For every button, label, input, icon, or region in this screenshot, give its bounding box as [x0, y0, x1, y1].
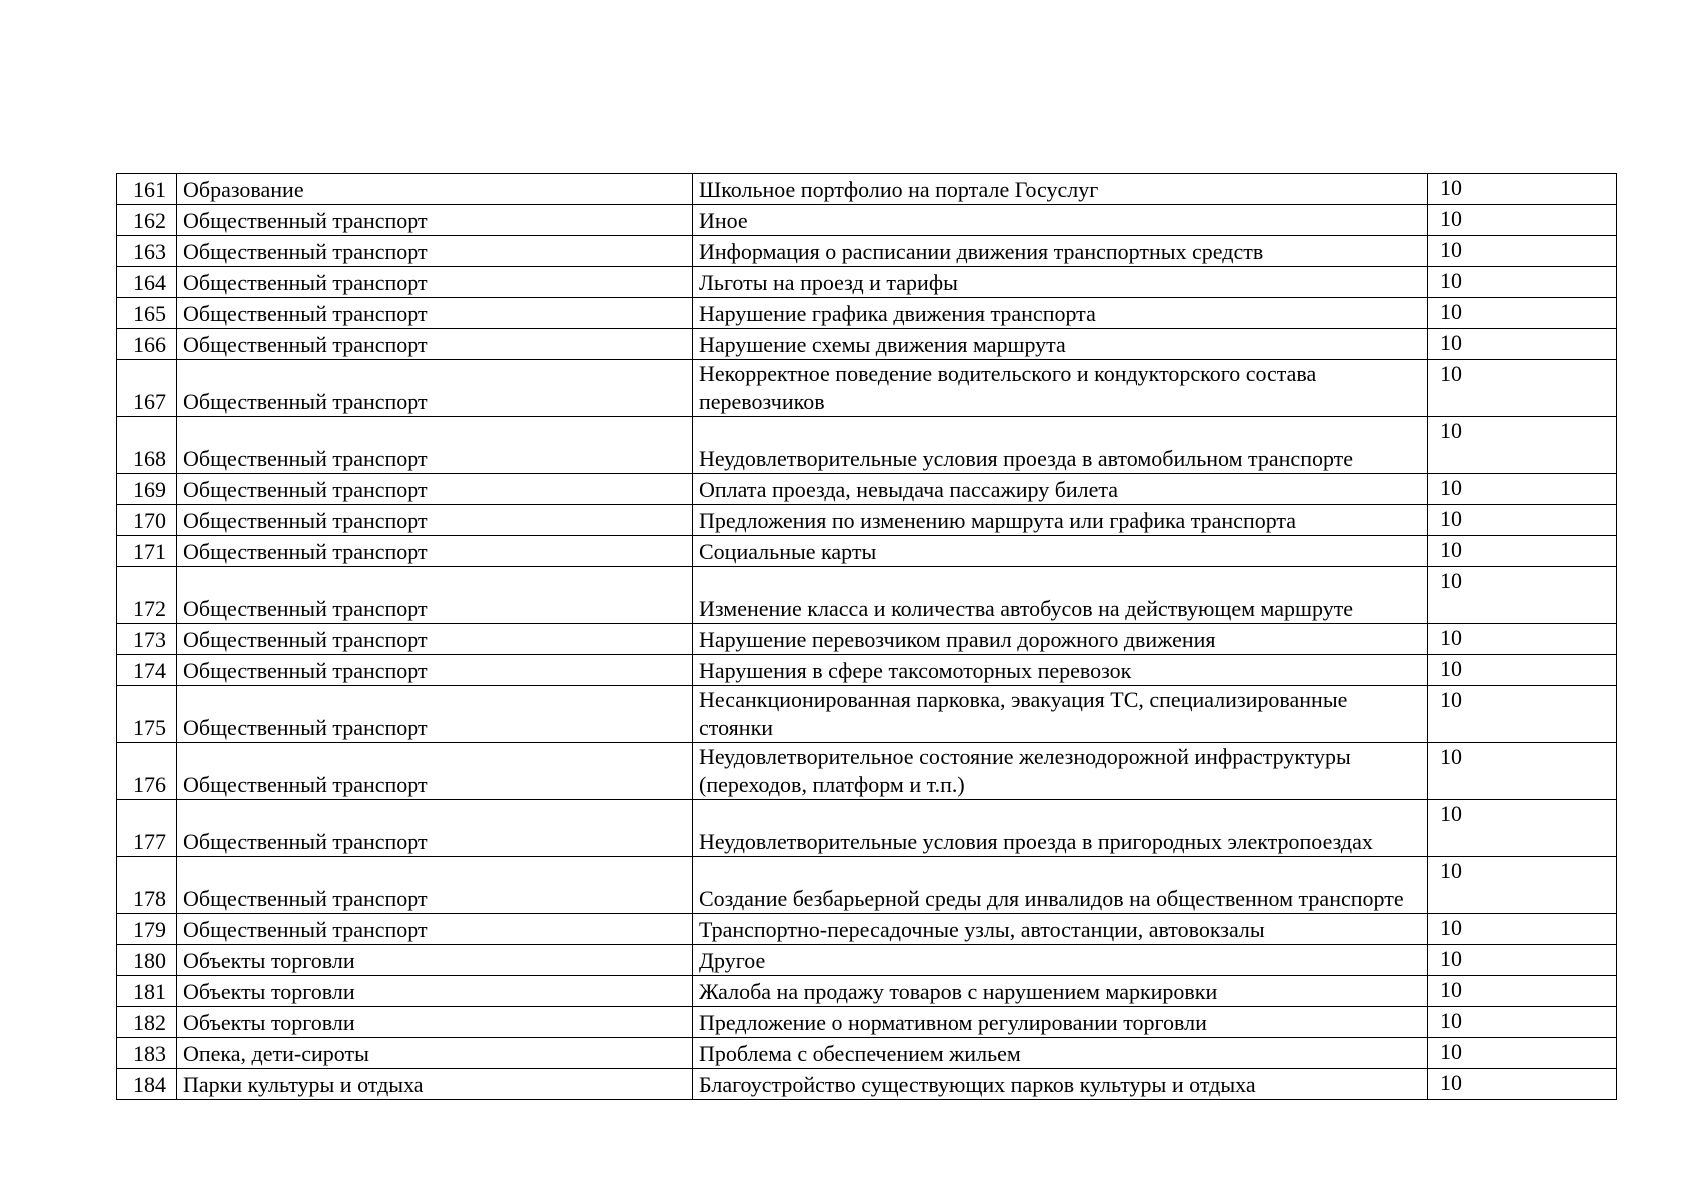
category-cell: Общественный транспорт: [177, 624, 693, 655]
category-cell: Общественный транспорт: [177, 536, 693, 567]
topic-cell: Нарушение перевозчиком правил дорожного движения: [693, 624, 1428, 655]
topic-cell: Предложение о нормативном регулировании торговли: [693, 1007, 1428, 1038]
category-cell: Общественный транспорт: [177, 267, 693, 298]
table-row: [117, 914, 1617, 945]
row-number-cell: 178: [117, 857, 177, 914]
category-cell: Общественный транспорт: [177, 329, 693, 360]
table-row: [117, 945, 1617, 976]
category-cell: Общественный транспорт: [177, 298, 693, 329]
table-row: [117, 536, 1617, 567]
table-row: [117, 976, 1617, 1007]
table-row: [117, 1007, 1617, 1038]
row-number-cell: 167: [117, 360, 177, 417]
topic-cell: Школьное портфолио на портале Госуслуг: [693, 174, 1428, 205]
category-cell: Общественный транспорт: [177, 360, 693, 417]
score-cell: 10: [1428, 624, 1617, 655]
score-cell: 10: [1428, 945, 1617, 976]
row-number-cell: 174: [117, 655, 177, 686]
row-number-cell: 180: [117, 945, 177, 976]
category-cell: Объекты торговли: [177, 945, 693, 976]
topic-cell: Нарушение схемы движения маршрута: [693, 329, 1428, 360]
row-number-cell: 163: [117, 236, 177, 267]
table-row: [117, 329, 1617, 360]
table-row: [117, 800, 1617, 857]
category-cell: Общественный транспорт: [177, 655, 693, 686]
category-cell: Общественный транспорт: [177, 205, 693, 236]
score-cell: 10: [1428, 267, 1617, 298]
row-number-cell: 179: [117, 914, 177, 945]
category-cell: Общественный транспорт: [177, 236, 693, 267]
row-number-cell: 169: [117, 474, 177, 505]
topic-cell: Несанкционированная парковка, эвакуация ТС, специализированные стоянки: [693, 686, 1428, 743]
score-cell: 10: [1428, 360, 1617, 417]
score-cell: 10: [1428, 1069, 1617, 1100]
score-cell: 10: [1428, 417, 1617, 474]
topic-cell: Создание безбарьерной среды для инвалидов на общественном транспорте: [693, 857, 1428, 914]
topic-cell: Неудовлетворительное состояние железнодорожной инфраструктуры (переходов, платформ и т.п.): [693, 743, 1428, 800]
row-number-cell: 161: [117, 174, 177, 205]
category-cell: Общественный транспорт: [177, 686, 693, 743]
row-number-cell: 172: [117, 567, 177, 624]
row-number-cell: 168: [117, 417, 177, 474]
category-cell: Общественный транспорт: [177, 857, 693, 914]
category-cell: Образование: [177, 174, 693, 205]
category-cell: Парки культуры и отдыха: [177, 1069, 693, 1100]
score-cell: 10: [1428, 236, 1617, 267]
topics-table: [116, 173, 1617, 1100]
score-cell: 10: [1428, 914, 1617, 945]
table-row: [117, 567, 1617, 624]
row-number-cell: 183: [117, 1038, 177, 1069]
score-cell: 10: [1428, 329, 1617, 360]
topic-cell: Благоустройство существующих парков культуры и отдыха: [693, 1069, 1428, 1100]
category-cell: Общественный транспорт: [177, 567, 693, 624]
table-row: [117, 236, 1617, 267]
table-row: [117, 1069, 1617, 1100]
score-cell: 10: [1428, 1007, 1617, 1038]
row-number-cell: 182: [117, 1007, 177, 1038]
score-cell: 10: [1428, 174, 1617, 205]
table-row: [117, 686, 1617, 743]
topic-cell: Иное: [693, 205, 1428, 236]
category-cell: Общественный транспорт: [177, 505, 693, 536]
score-cell: 10: [1428, 1038, 1617, 1069]
topic-cell: Социальные карты: [693, 536, 1428, 567]
category-cell: Общественный транспорт: [177, 800, 693, 857]
topic-cell: Неудовлетворительные условия проезда в автомобильном транспорте: [693, 417, 1428, 474]
category-cell: Общественный транспорт: [177, 743, 693, 800]
score-cell: 10: [1428, 567, 1617, 624]
topic-cell: Предложения по изменению маршрута или графика транспорта: [693, 505, 1428, 536]
row-number-cell: 162: [117, 205, 177, 236]
topic-cell: Информация о расписании движения транспортных средств: [693, 236, 1428, 267]
score-cell: 10: [1428, 976, 1617, 1007]
table-row: [117, 267, 1617, 298]
row-number-cell: 164: [117, 267, 177, 298]
score-cell: 10: [1428, 536, 1617, 567]
topic-cell: Проблема с обеспечением жильем: [693, 1038, 1428, 1069]
score-cell: 10: [1428, 298, 1617, 329]
row-number-cell: 165: [117, 298, 177, 329]
row-number-cell: 176: [117, 743, 177, 800]
score-cell: 10: [1428, 686, 1617, 743]
topic-cell: Нарушение графика движения транспорта: [693, 298, 1428, 329]
row-number-cell: 175: [117, 686, 177, 743]
table-row: [117, 624, 1617, 655]
category-cell: Объекты торговли: [177, 976, 693, 1007]
score-cell: 10: [1428, 505, 1617, 536]
table-row: [117, 857, 1617, 914]
table-row: [117, 205, 1617, 236]
topic-cell: Некорректное поведение водительского и кондукторского состава перевозчиков: [693, 360, 1428, 417]
row-number-cell: 166: [117, 329, 177, 360]
row-number-cell: 177: [117, 800, 177, 857]
topic-cell: Жалоба на продажу товаров с нарушением маркировки: [693, 976, 1428, 1007]
score-cell: 10: [1428, 205, 1617, 236]
row-number-cell: 173: [117, 624, 177, 655]
table-row: [117, 298, 1617, 329]
topic-cell: Транспортно-пересадочные узлы, автостанции, автовокзалы: [693, 914, 1428, 945]
table-row: [117, 474, 1617, 505]
table-row: [117, 360, 1617, 417]
topic-cell: Нарушения в сфере таксомоторных перевозок: [693, 655, 1428, 686]
score-cell: 10: [1428, 743, 1617, 800]
topic-cell: Изменение класса и количества автобусов на действующем маршруте: [693, 567, 1428, 624]
category-cell: Объекты торговли: [177, 1007, 693, 1038]
topic-cell: Неудовлетворительные условия проезда в пригородных электропоездах: [693, 800, 1428, 857]
table-body: [117, 174, 1617, 1100]
table-row: [117, 743, 1617, 800]
category-cell: Общественный транспорт: [177, 474, 693, 505]
row-number-cell: 170: [117, 505, 177, 536]
topic-cell: Льготы на проезд и тарифы: [693, 267, 1428, 298]
row-number-cell: 171: [117, 536, 177, 567]
score-cell: 10: [1428, 655, 1617, 686]
score-cell: 10: [1428, 800, 1617, 857]
table-row: [117, 1038, 1617, 1069]
category-cell: Общественный транспорт: [177, 417, 693, 474]
table-row: [117, 505, 1617, 536]
row-number-cell: 181: [117, 976, 177, 1007]
topic-cell: Оплата проезда, невыдача пассажиру билета: [693, 474, 1428, 505]
table-row: [117, 417, 1617, 474]
table-row: [117, 174, 1617, 205]
table-row: [117, 655, 1617, 686]
row-number-cell: 184: [117, 1069, 177, 1100]
category-cell: Общественный транспорт: [177, 914, 693, 945]
category-cell: Опека, дети-сироты: [177, 1038, 693, 1069]
score-cell: 10: [1428, 857, 1617, 914]
topic-cell: Другое: [693, 945, 1428, 976]
score-cell: 10: [1428, 474, 1617, 505]
